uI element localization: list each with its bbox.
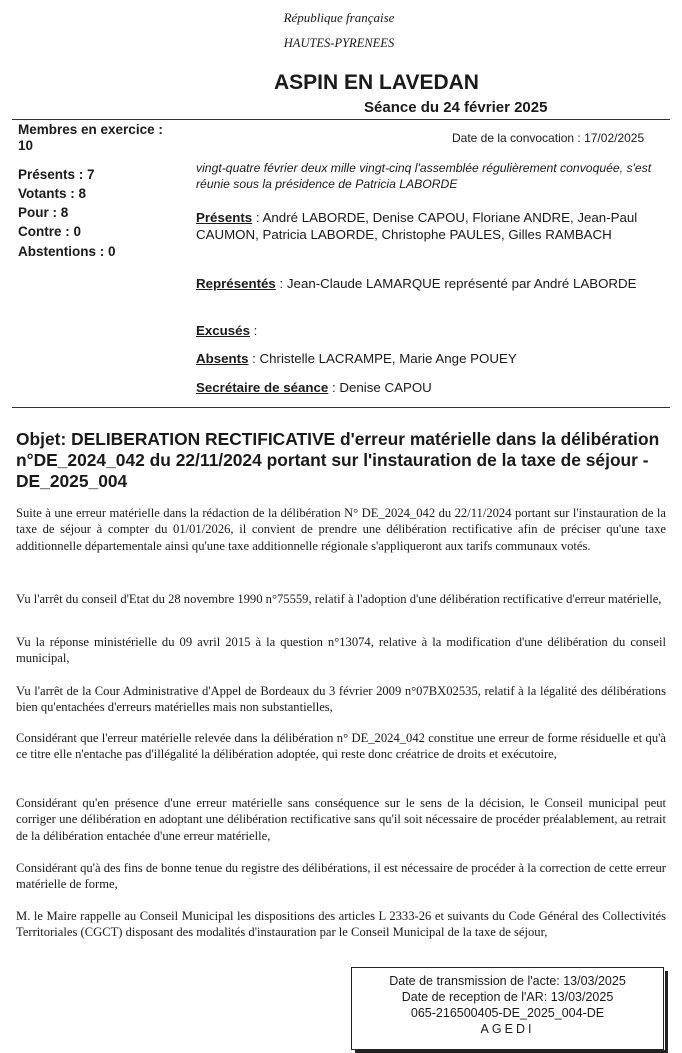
body-divider: [12, 407, 670, 408]
representes-block: [196, 275, 666, 292]
paragraph: M. le Maire rappelle au Conseil Municipal les dispositions des articles L 2333-26 et suivants du Code Général des Collectivités Territoriales (CGCT) disposant des modalités d'instauration par le Conseil Municipal de la taxe de séjour,: [16, 909, 666, 940]
presents-count: Présents : 7: [18, 167, 95, 182]
stamp-agedi: AGEDI: [480, 1022, 535, 1036]
excuses-block: [196, 322, 666, 339]
stamp-transmission-date: Date de transmission de l'acte: 13/03/2025: [389, 974, 626, 988]
departement-heading: HAUTES-PYRENEES: [283, 36, 395, 50]
membres-value: 10: [18, 138, 34, 153]
pour-count: Pour : 8: [18, 205, 69, 220]
header-divider: [12, 119, 670, 120]
stamp-reference: 065-216500405-DE_2025_004-DE: [410, 1006, 605, 1020]
presents-block: [196, 209, 666, 243]
representes-names: : Jean-Claude LAMARQUE représenté par André LABORDE: [275, 276, 637, 291]
absents-block: [196, 350, 666, 367]
paragraph: Vu l'arrêt du conseil d'Etat du 28 novembre 1990 n°75559, relatif à l'adoption d'une délibération rectificative d'erreur matérielle,: [16, 592, 662, 606]
paragraph: Vu la réponse ministérielle du 09 avril 2015 à la question n°13074, relative à la modification d'une délibération du conseil municipal,: [16, 635, 666, 666]
paragraph: Vu l'arrêt de la Cour Administrative d'Appel de Bordeaux du 3 février 2009 n°07BX02535, relatif à la légalité des délibérations bien qu'entachées d'erreurs matérielles mais non substantielles,: [16, 684, 666, 715]
membres-label: Membres en exercice :: [18, 122, 163, 137]
paragraph: Considérant qu'en présence d'une erreur matérielle sans conséquence sur le sens de la décision, le Conseil municipal peut corriger une délibération en adoptant une délibération rectificative sans qu'il soit nécessaire de procéder préalablement, au retrait de la délibération entachée d'une erreur matérielle,: [16, 796, 666, 843]
excuses-names: :: [249, 323, 258, 338]
intro-text: vingt-quatre février deux mille vingt-cinq l'assemblée régulièrement convoquée, s'est réunie sous la présidence de Patricia LABORDE: [196, 161, 652, 191]
seance-date: Séance du 24 février 2025: [364, 99, 548, 116]
presents-label: Présents: [196, 210, 253, 225]
paragraph: Considérant qu'à des fins de bonne tenue du registre des délibérations, il est nécessaire de procéder à la correction de cette erreur matérielle de forme,: [16, 861, 666, 892]
votants-count: Votants : 8: [18, 186, 87, 201]
secretaire-label: Secrétaire de séance: [196, 380, 329, 395]
objet-title: Objet: DELIBERATION RECTIFICATIVE d'erreur matérielle dans la délibération n°DE_2024_042 du 22/11/2024 portant sur l'instauration de la taxe de séjour - DE_2025_004: [16, 429, 660, 491]
commune-title: ASPIN EN LAVEDAN: [274, 71, 479, 94]
stamp-reception-date: Date de reception de l'AR: 13/03/2025: [401, 990, 614, 1004]
paragraph: Suite à une erreur matérielle dans la rédaction de la délibération N° DE_2024_042 du 22/11/2024 portant sur l'instauration de la taxe de séjour à compter du 01/01/2026, il convient de prendre une délibération rectificative afin de préciser qu'une taxe additionnelle départementale ainsi qu'une taxe additionnelle régionale s'appliqueront aux tarifs communaux votés.: [16, 506, 666, 553]
contre-count: Contre : 0: [18, 224, 82, 239]
paragraph: Considérant que l'erreur matérielle relevée dans la délibération n° DE_2024_042 constitue une erreur de forme résiduelle et qu'à ce titre elle n'entache pas d'illégalité la délibération adoptée, qui reste donc créatrice de droits et exécutoire,: [16, 731, 666, 762]
excuses-label: Excusés: [196, 323, 250, 338]
secretaire-block: [196, 379, 666, 396]
absents-names: : Christelle LACRAMPE, Marie Ange POUEY: [248, 351, 517, 366]
abstentions-count: Abstentions : 0: [18, 244, 116, 259]
transmission-stamp: [351, 967, 664, 1050]
secretaire-name: : Denise CAPOU: [328, 380, 432, 395]
republique-heading: République française: [283, 10, 395, 25]
representes-label: Représentés: [196, 276, 276, 291]
presents-names: : André LABORDE, Denise CAPOU, Floriane ANDRE, Jean-Paul CAUMON, Patricia LABORDE, Christophe PAULES, Gilles RAMBACH: [196, 210, 638, 242]
absents-label: Absents: [196, 351, 249, 366]
convocation-date: Date de la convocation : 17/02/2025: [452, 131, 645, 145]
